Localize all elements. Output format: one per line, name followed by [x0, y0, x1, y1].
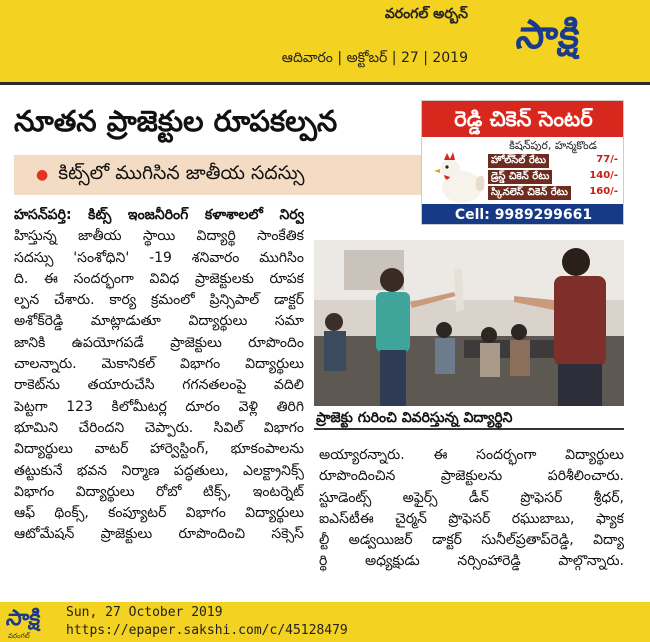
- masthead-band: [0, 0, 650, 82]
- price-value: 77/-: [596, 154, 618, 165]
- article-line: ల్పన చేశారు. కార్య క్రమంలో ప్రిన్సిపాల్‌ డాక్టర్‌: [14, 292, 304, 309]
- newspaper-logo-text: సాక్షి: [513, 12, 584, 58]
- article-line: ఆటోమేషన్‌ ప్రాజెక్టులు రూపొందించి సక్సెస్‌: [14, 526, 304, 543]
- article-line: ల్టీ అడ్వయిజర్‌ డాక్టర్‌ సునీల్‌ప్రతాప్‌రెడ్డి, విద్యా: [319, 532, 624, 549]
- chicken-center-advertisement: [421, 100, 624, 225]
- article-line: పెట్టగా 123 కిలోమీటర్ల దూరం వెళ్లి తిరిగి: [14, 398, 304, 415]
- footer-logo-edition: వరంగల్‌: [8, 632, 30, 640]
- article-line: ఆఫ్‌ థింక్స్‌, కంప్యూటర్‌ విభాగం విద్యార్థులు: [14, 505, 304, 522]
- bullet-icon: ●: [36, 167, 49, 183]
- article-line: తట్టుకునే భవన నిర్మాణ పద్ధతులు, ఎలక్ట్రానిక్స్‌: [14, 462, 304, 479]
- article-line: జానికి ఉపయోగపడే ప్రాజెక్టులు రూపొందిం: [14, 334, 304, 351]
- price-value: 140/-: [589, 170, 618, 181]
- ad-phone-number: Cell: 9989299661: [422, 204, 624, 225]
- footer-epaper-link[interactable]: https://epaper.sakshi.com/c/45128479: [66, 623, 348, 638]
- article-line: అయ్యారన్నారు. ఈ సందర్భంగా విద్యార్థులు: [319, 447, 624, 463]
- price-label: స్కినలెస్‌ చికెన్‌ రేటు: [488, 186, 571, 200]
- dateline: ఆదివారం | అక్టోబర్‌ | 27 | 2019: [281, 50, 468, 66]
- subheading-text: కిట్స్‌లో ముగిసిన జాతీయ సదస్సు: [58, 161, 305, 184]
- article-line: విభాగం విద్యార్థులు రోబో టిక్స్‌, ఇంటర్నెట్‌: [14, 483, 304, 500]
- article-subheading: [14, 155, 422, 195]
- photo-illustration: [314, 240, 624, 406]
- article-line: రాకెట్‌ను తయారుచేసి గగనతలంపై వదిలి: [14, 377, 304, 394]
- price-row-dressed: [488, 170, 624, 184]
- article-line: చాలన్నారు. మెకానికల్‌ విభాగం విద్యార్థులు: [14, 356, 304, 373]
- header-divider: [0, 82, 650, 85]
- price-label: హోల్‌సేల్‌ రేటు: [488, 154, 549, 168]
- price-row-wholesale: [488, 154, 624, 168]
- epaper-footer: [0, 602, 650, 642]
- article-line: ది. ఈ సందర్భంగా వివిధ ప్రాజెక్టులకు రూపక: [14, 270, 304, 287]
- article-line: ర్థి అధ్యక్షుడు నర్సింహారెడ్డి పాల్గొన్నారు.: [319, 553, 624, 570]
- article-right-column: [319, 445, 624, 573]
- article-left-column: [14, 205, 304, 546]
- students-project-photo: [314, 240, 624, 406]
- price-row-skinless: [488, 186, 624, 200]
- photo-caption: ప్రాజెక్టు గురించి వివరిస్తున్న విద్యార్థిని: [314, 406, 624, 430]
- article-line: రూపొందించిన ప్రాజెక్టులను పరిశీలించారు.: [319, 468, 624, 485]
- price-value: 160/-: [589, 186, 618, 197]
- footer-logo: సాక్షి: [4, 606, 43, 631]
- ad-location: కిషన్‌పుర, హన్మకొండ: [509, 139, 597, 152]
- article-line: హసన్‌పర్తి: కిట్స్‌ ఇంజనీరింగ్‌ కళాశాలలో నిర్వ: [14, 207, 304, 223]
- article-line: హిస్తున్న జాతీయ స్థాయి విద్యార్థి సాంకేతిక: [14, 228, 304, 245]
- article-line: అశోక్‌రెడ్డి మాట్లాడుతూ విద్యార్థులు సమా: [14, 313, 304, 330]
- footer-date: Sun, 27 October 2019: [66, 605, 223, 620]
- newspaper-logo: [478, 4, 618, 76]
- article-line: విద్యార్థులు వాటర్‌ హార్వెస్టింగ్‌, భూకంపాలను: [14, 441, 304, 458]
- article-line: స్టూడెంట్స్‌ అఫైర్స్‌ డీన్‌ ప్రొఫెసర్‌ శ్రీధర్‌,: [319, 489, 624, 506]
- article-line: భూమిని చేరిందని చెప్పారు. సివిల్‌ విభాగం: [14, 419, 304, 436]
- article-line: ఐఎస్‌టీఈ చైర్మన్‌ ప్రొఫెసర్‌ రఘుబాబు, ఫ్యాక: [319, 510, 624, 527]
- article-line: సదస్సు 'సంశోధిని' -19 శనివారం ముగిసిం: [14, 249, 304, 266]
- price-label: డ్రెస్డ్‌ చికెన్‌ రేటు: [488, 170, 552, 184]
- article-headline: నూతన ప్రాజెక్టుల రూపకల్పన: [14, 104, 338, 138]
- ad-title: రెడ్డి చికెన్‌ సెంటర్‌: [422, 101, 624, 137]
- edition-label: వరంగల్‌ అర్బన్‌: [384, 6, 468, 22]
- hen-icon: [430, 149, 490, 209]
